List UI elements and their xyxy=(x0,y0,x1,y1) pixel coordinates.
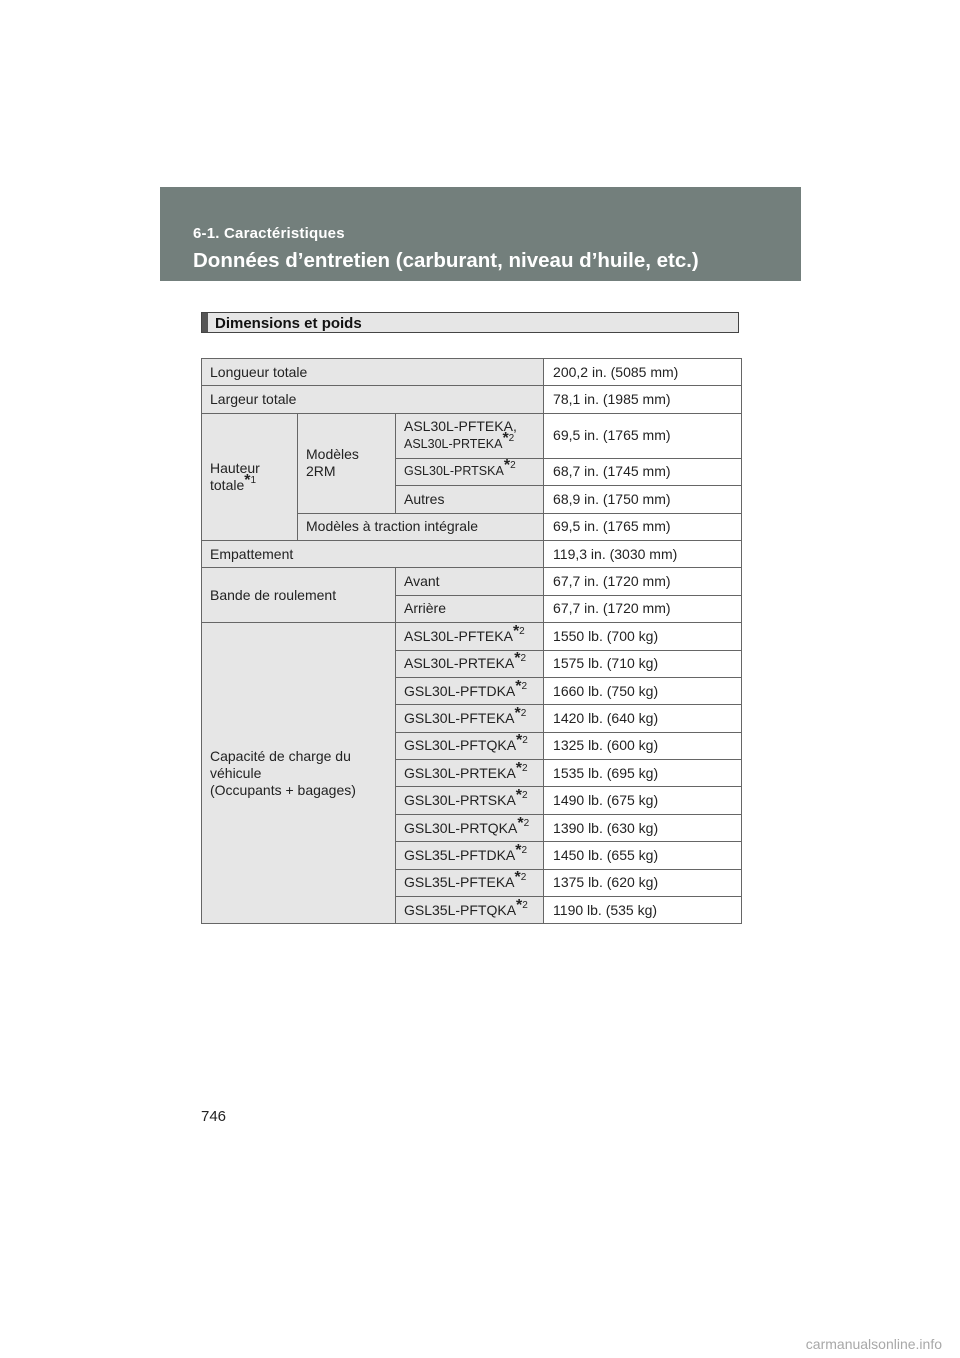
row-value: 68,7 in. (1745 mm) xyxy=(544,458,742,485)
table-row xyxy=(202,623,742,650)
row-value: 68,9 in. (1750 mm) xyxy=(544,486,742,513)
row-value: 1550 lb. (700 kg) xyxy=(544,623,742,650)
model-label: GSL35L-PFTQKA*$^2$ xyxy=(396,897,544,924)
model-label: GSL30L-PRTSKA*$^2$ xyxy=(396,787,544,814)
row-value: 67,7 in. (1720 mm) xyxy=(544,595,742,622)
row-value: 1450 lb. (655 kg) xyxy=(544,842,742,869)
model-label: GSL30L-PRTQKA*$^2$ xyxy=(396,814,544,841)
table-row xyxy=(202,540,742,567)
variant-label: ASL30L-PFTEKA, ASL30L-PRTEKA*$^2$ xyxy=(396,413,544,458)
table-row xyxy=(202,359,742,386)
table-row xyxy=(202,386,742,413)
subsection-marker xyxy=(202,313,208,332)
variant-label: Arrière xyxy=(396,595,544,622)
group-2rm-label: Modèles 2RM xyxy=(298,413,396,513)
hauteur-label: Hauteur totale*$^1$ xyxy=(202,413,298,540)
row-value: 69,5 in. (1765 mm) xyxy=(544,413,742,458)
section-label: 6-1. Caractéristiques xyxy=(193,225,345,242)
row-value: 69,5 in. (1765 mm) xyxy=(544,513,742,540)
dimensions-table xyxy=(201,358,742,924)
model-label: GSL30L-PFTEKA*$^2$ xyxy=(396,705,544,732)
row-value: 1490 lb. (675 kg) xyxy=(544,787,742,814)
model-label: ASL30L-PFTEKA*$^2$ xyxy=(396,623,544,650)
model-label: ASL30L-PRTEKA*$^2$ xyxy=(396,650,544,677)
row-value: 67,7 in. (1720 mm) xyxy=(544,568,742,595)
variant-label: Autres xyxy=(396,486,544,513)
row-label: Largeur totale xyxy=(202,386,544,413)
row-value: 1325 lb. (600 kg) xyxy=(544,732,742,759)
model-label: GSL30L-PFTDKA*$^2$ xyxy=(396,677,544,704)
bande-label: Bande de roulement xyxy=(202,568,396,623)
row-value: 1190 lb. (535 kg) xyxy=(544,897,742,924)
row-value: 1420 lb. (640 kg) xyxy=(544,705,742,732)
variant-label: Avant xyxy=(396,568,544,595)
page-number: 746 xyxy=(201,1108,227,1125)
page-title: Données d’entretien (carburant, niveau d’huile, etc.) xyxy=(193,249,699,272)
row-value: 1375 lb. (620 kg) xyxy=(544,869,742,896)
subsection-heading xyxy=(201,312,739,333)
row-value: 119,3 in. (3030 mm) xyxy=(544,540,742,567)
table-row xyxy=(202,413,742,458)
table-row xyxy=(202,568,742,595)
chapter-header xyxy=(160,187,801,281)
capacite-label: Capacité de charge du véhicule (Occupants + bagages) xyxy=(202,623,396,924)
variant-label: GSL30L-PRTSKA*$^2$ xyxy=(396,458,544,485)
row-value: 1535 lb. (695 kg) xyxy=(544,760,742,787)
row-label: Longueur totale xyxy=(202,359,544,386)
row-value: 1390 lb. (630 kg) xyxy=(544,814,742,841)
row-label: Empattement xyxy=(202,540,544,567)
model-label: GSL35L-PFTEKA*$^2$ xyxy=(396,869,544,896)
row-value: 1575 lb. (710 kg) xyxy=(544,650,742,677)
awd-label: Modèles à traction intégrale xyxy=(298,513,544,540)
capacite-section xyxy=(202,623,742,924)
row-value: 1660 lb. (750 kg) xyxy=(544,677,742,704)
model-label: GSL35L-PFTDKA*$^2$ xyxy=(396,842,544,869)
subsection-title: Dimensions et poids xyxy=(215,315,362,332)
model-label: GSL30L-PFTQKA*$^2$ xyxy=(396,732,544,759)
row-value: 78,1 in. (1985 mm) xyxy=(544,386,742,413)
watermark: carmanualsonline.info xyxy=(805,1336,942,1352)
row-value: 200,2 in. (5085 mm) xyxy=(544,359,742,386)
model-label: GSL30L-PRTEKA*$^2$ xyxy=(396,760,544,787)
